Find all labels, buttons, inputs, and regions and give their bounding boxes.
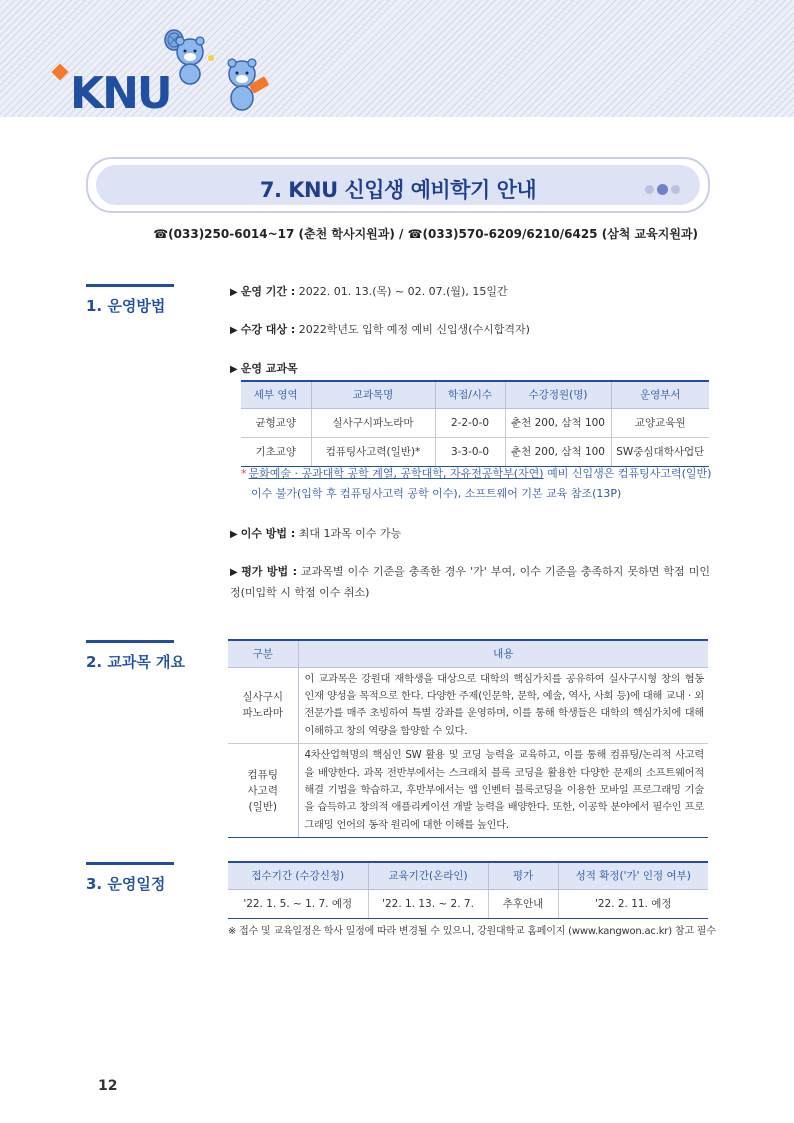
table-cell: 균형교양 [241, 408, 311, 437]
table-header: 평가 [488, 862, 558, 889]
triangle-bullet-icon: ▶ [230, 529, 238, 540]
table-header: 성적 확정('가' 인정 여부) [558, 862, 708, 889]
table-cell: 춘천 200, 삼척 100 [505, 408, 611, 437]
target-item [230, 321, 530, 337]
table-cell: 3-3-0-0 [435, 437, 505, 466]
courses-item [230, 360, 298, 376]
method-label: 이수 방법 : [240, 527, 296, 540]
table-cell: 교양교육원 [611, 408, 709, 437]
course-desc-cell: 4차산업혁명의 핵심인 SW 활용 및 코딩 능력을 교육하고, 이를 통해 컴퓨팅/논리적 사고력을 배양한다. 과목 전반부에서는 스크래치 블록 코딩을 활용한 다양한 문제의 소프트웨어적 해결 기법을 학습하고, 후반부에서는 앱 인벤터 블록코딩을 이용한 모바일 프로그래밍 기술을 습득하고 창의적 애플리케이션 개발 능력을 배양한다. 또한, 이공학 분야에서 필수인 프로그래밍 언어의 동작 원리에 대한 이해를 높인다. [298, 744, 708, 838]
target-value: 2022학년도 입학 예정 예비 신입생(수시합격자) [295, 323, 530, 336]
logo-diamond-icon [52, 64, 69, 81]
section-bar [86, 640, 174, 643]
course-desc-cell: 이 교과목은 강원대 재학생을 대상으로 대학의 핵심가치를 공유하여 실사구시형 창의 협동 인재 양성을 목적으로 한다. 다양한 주제(인문학, 문학, 예술, 역사, 사회 등)에 대해 교내 · 외 전문가를 매주 초빙하여 특별 강좌를 운영하며, 이를 통해 학생들은 대학의 핵심가치에 대해 이해하고 창의 역량을 함양할 수 있다. [298, 667, 708, 744]
section-title-1: 1. 운영방법 [86, 297, 166, 315]
method-item [230, 525, 401, 541]
eval-value: 교과목별 이수 기준을 충족한 경우 '가' 부여, 이수 기준을 충족하지 못하면 학점 미인정(미입학 시 학점 이수 취소) [230, 565, 710, 599]
table-cell: 기초교양 [241, 437, 311, 466]
title-inner [96, 165, 700, 205]
table-row [228, 744, 708, 838]
period-label: 운영 기간 : [240, 285, 296, 298]
logo-text: KNU [70, 68, 171, 119]
target-label: 수강 대상 : [240, 323, 296, 336]
table-cell: 2-2-0-0 [435, 408, 505, 437]
table-cell: 춘천 200, 삼척 100 [505, 437, 611, 466]
schedule-table [228, 861, 708, 919]
section-bar [86, 284, 174, 287]
table-row [228, 667, 708, 744]
section-title-3: 3. 운영일정 [86, 875, 166, 893]
note-star: * [241, 467, 247, 480]
note-text: 예비 신입생은 컴퓨팅사고력(일반) [543, 467, 712, 480]
triangle-bullet-icon: ▶ [230, 325, 238, 336]
page-title: 7. KNU 신입생 예비학기 안내 [259, 178, 537, 202]
table-row [241, 437, 709, 466]
section-bar [86, 862, 174, 865]
page-number: 12 [98, 1078, 118, 1094]
table-header: 교과목명 [311, 381, 435, 408]
section-heading-3 [86, 862, 178, 894]
section-title-2: 2. 교과목 개요 [86, 653, 186, 671]
table-cell: SW중심대학사업단 [611, 437, 709, 466]
table-cell: 추후안내 [488, 889, 558, 918]
courses-table [241, 380, 709, 467]
table-header: 학점/시수 [435, 381, 505, 408]
table-header: 내용 [298, 640, 708, 667]
course-note-line-1 [241, 464, 711, 484]
triangle-bullet-icon: ▶ [230, 567, 239, 578]
title-box [86, 157, 710, 213]
section-heading-1 [86, 284, 178, 316]
eval-item [230, 562, 710, 603]
title-dots-icon [645, 184, 680, 195]
table-header: 구분 [228, 640, 298, 667]
method-value: 최대 1과목 이수 가능 [295, 527, 402, 540]
mascot-bear-tennis-icon [160, 28, 218, 86]
courses-label: 운영 교과목 [240, 362, 298, 375]
schedule-footnote: ※ 접수 및 교육일정은 학사 일정에 따라 변경될 수 있으니, 강원대학교 홈페이지 (www.kangwon.ac.kr) 참고 필수 [228, 926, 716, 937]
period-value: 2022. 01. 13.(목) ~ 02. 07.(월), 15일간 [295, 285, 508, 298]
note-underlined-text: 문화예술 · 공과대학 공학 계열, 공학대학, 자유전공학부(자연) [248, 467, 544, 480]
table-cell: '22. 2. 11. 예정 [558, 889, 708, 918]
course-note-line-2: 이수 불가(입학 후 컴퓨팅사고력 공학 이수), 소프트웨어 기본 교육 참조(13P) [251, 487, 622, 500]
table-header: 수강정원(명) [505, 381, 611, 408]
header-band [0, 0, 794, 117]
section-heading-2 [86, 640, 186, 672]
table-cell: '22. 1. 5. ~ 1. 7. 예정 [228, 889, 368, 918]
contact-info: ☎(033)250-6014~17 (춘천 학사지원과) / ☎(033)570-6209/6210/6425 (삼척 교육지원과) [153, 227, 698, 241]
course-name-cell: 실사구시 파노라마 [228, 667, 298, 744]
table-header: 접수기간 (수강신청) [228, 862, 368, 889]
course-overview-table [228, 639, 708, 838]
table-header: 운영부서 [611, 381, 709, 408]
period-item [230, 283, 508, 299]
table-row [228, 889, 708, 918]
course-name-cell: 컴퓨팅 사고력 (일반) [228, 744, 298, 838]
table-cell: 컴퓨팅사고력(일반)* [311, 437, 435, 466]
mascot-bear-sign-icon [222, 56, 270, 112]
table-cell: 실사구시파노라마 [311, 408, 435, 437]
triangle-bullet-icon: ▶ [230, 364, 238, 375]
eval-label: 평가 방법 : [241, 565, 297, 578]
table-cell: '22. 1. 13. ~ 2. 7. [368, 889, 488, 918]
table-header: 세부 영역 [241, 381, 311, 408]
table-row [241, 408, 709, 437]
table-header: 교육기간(온라인) [368, 862, 488, 889]
triangle-bullet-icon: ▶ [230, 287, 238, 298]
